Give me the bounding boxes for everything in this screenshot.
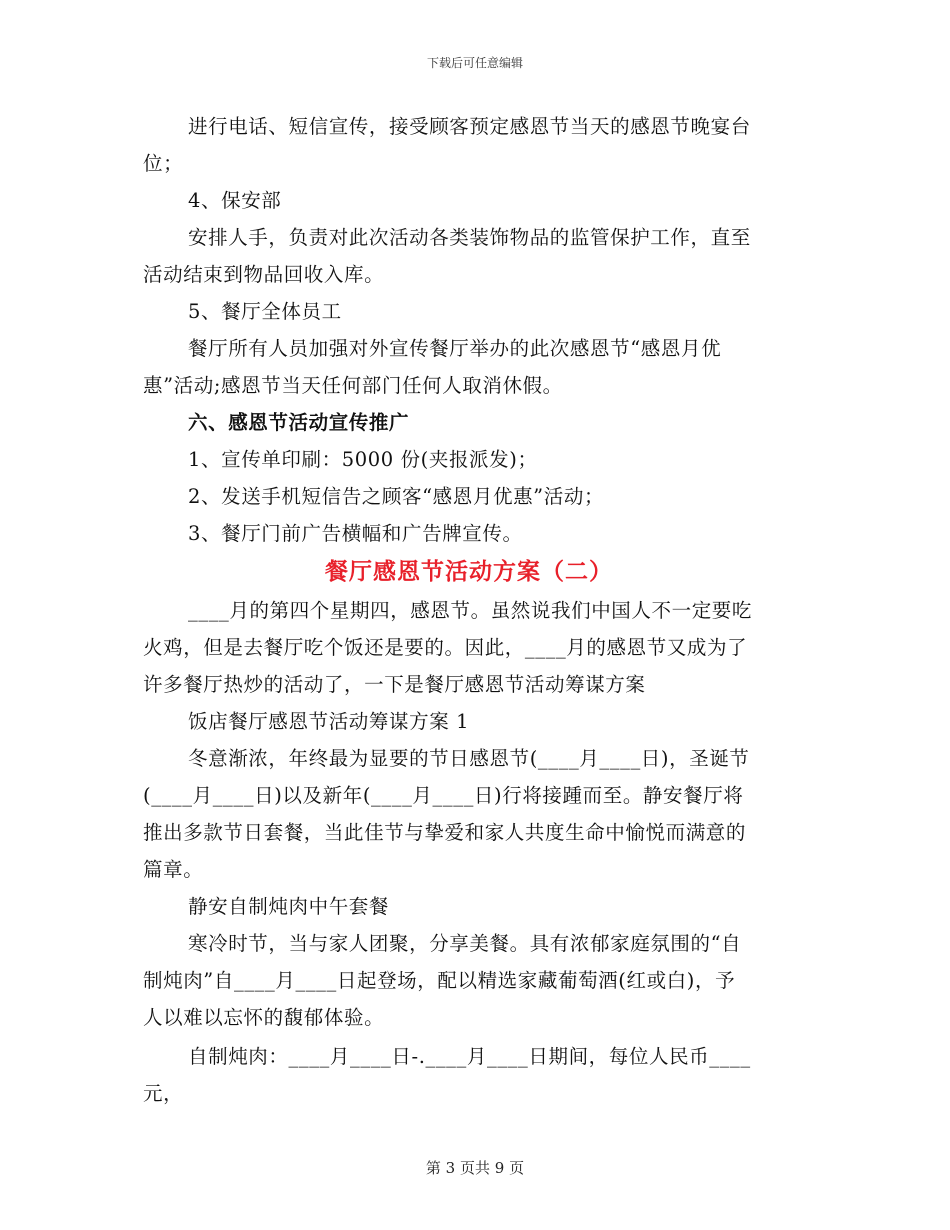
page-number: 第 3 页共 9 页 bbox=[425, 1159, 525, 1177]
paragraph-line: 篇章。 bbox=[143, 858, 204, 881]
paragraph-line: 安排人手，负责对此次活动各类装饰物品的监管保护工作，直至 bbox=[188, 226, 751, 249]
paragraph-line: 餐厅所有人员加强对外宣传餐厅举办的此次感恩节“感恩月优 bbox=[188, 337, 722, 360]
paragraph-line: 冬意渐浓，年终最为显要的节日感恩节(____月____日)，圣诞节 bbox=[188, 747, 750, 770]
paragraph-line: (____月____日)以及新年(____月____日)行将接踵而至。静安餐厅将 bbox=[143, 784, 744, 807]
paragraph-line: 惠”活动;感恩节当天任何部门任何人取消休假。 bbox=[143, 374, 563, 397]
paragraph-line: 人以难以忘怀的馥郁体验。 bbox=[143, 1006, 385, 1029]
list-item: 1、宣传单印刷：5000 份(夹报派发)； bbox=[188, 448, 538, 471]
paragraph-line: 火鸡，但是去餐厅吃个饭还是要的。因此，____月的感恩节又成为了 bbox=[143, 636, 748, 659]
paragraph-line: 元， bbox=[143, 1082, 184, 1105]
page-header: 下载后可任意编辑 bbox=[426, 56, 523, 70]
paragraph-line: 活动结束到物品回收入库。 bbox=[143, 263, 385, 286]
paragraph-line: 进行电话、短信宣传，接受顾客预定感恩节当天的感恩节晚宴台 bbox=[188, 115, 751, 138]
paragraph-line: 制炖肉”自____月____日起登场，配以精选家藏葡萄酒(红或白)，予 bbox=[143, 969, 736, 992]
section-heading: 六、感恩节活动宣传推广 bbox=[188, 411, 410, 434]
section-title: 餐厅感恩节活动方案（二） bbox=[325, 558, 613, 585]
list-heading: 4、保安部 bbox=[188, 189, 282, 212]
paragraph-line: 寒冷时节，当与家人团聚，分享美餐。具有浓郁家庭氛围的“自 bbox=[188, 932, 742, 955]
paragraph-line: 位； bbox=[143, 152, 184, 175]
list-heading: 5、餐厅全体员工 bbox=[188, 300, 342, 323]
document-body bbox=[143, 108, 795, 1112]
paragraph-line: ____月的第四个星期四，感恩节。虽然说我们中国人不一定要吃 bbox=[188, 599, 753, 622]
paragraph-line: 自制炖肉：____月____日-.____月____日期间，每位人民币____ bbox=[188, 1045, 751, 1068]
subheading: 饭店餐厅感恩节活动筹谋方案 1 bbox=[188, 710, 470, 733]
list-item: 3、餐厅门前广告横幅和广告牌宣传。 bbox=[188, 522, 523, 545]
subheading: 静安自制炖肉中午套餐 bbox=[188, 895, 390, 918]
list-item: 2、发送手机短信告之顾客“感恩月优惠”活动； bbox=[188, 485, 605, 508]
paragraph-line: 许多餐厅热炒的活动了，一下是餐厅感恩节活动筹谋方案 bbox=[143, 673, 646, 696]
paragraph-line: 推出多款节日套餐，当此佳节与挚爱和家人共度生命中愉悦而满意的 bbox=[143, 821, 747, 844]
